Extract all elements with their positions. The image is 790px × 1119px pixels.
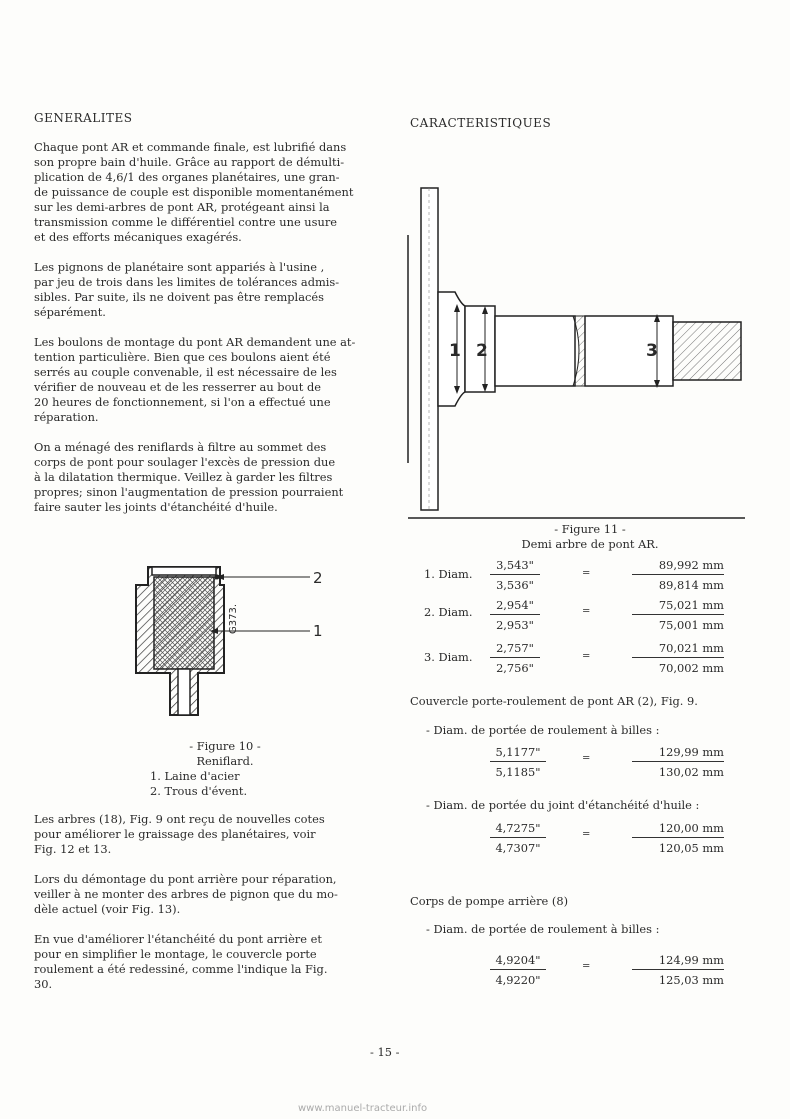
- website-watermark: www.manuel-tracteur.info: [298, 1103, 428, 1114]
- paragraph-lubrication: Chaque pont AR et commande finale, est lubrifié dans son propre bain d'huile. Grâce au rapport de démulti- plication de 4,6/1 des organes planétaires, une gran- de puissance de couple est disponible momentanément sur les demi-arbres de pont AR, protégeant ainsi la transmission comme le différentiel contre une usure et des efforts mécaniques exagérés.: [34, 140, 354, 244]
- left-paragraphs-2: [34, 812, 384, 992]
- paragraph-etancheite: En vue d'améliorer l'étanchéité du pont arrière et pour en simplifier le montage, le couvercle porte roulement a été redessiné, comme l'indique la Fig. 30.: [34, 932, 328, 991]
- cover-heading: Couvercle porte-roulement de pont AR (2), Fig. 9.: [410, 694, 698, 708]
- pump-heading: Corps de pompe arrière (8): [410, 894, 569, 908]
- figure10-caption: - Figure 10 - Reniflard.: [189, 739, 261, 768]
- cover-item-1-values: $\frac{5,1177"}{5,1185"}$ = $\frac{129,99 mm}{130,02 mm}$: [410, 745, 740, 785]
- figure11-label-2: 2: [476, 341, 488, 361]
- page-number: - 15 -: [370, 1045, 400, 1059]
- figure10-callout-2: 2: [313, 569, 323, 587]
- figure10-ref: G373.: [228, 603, 239, 634]
- figure11-caption: - Figure 11 - Demi arbre de pont AR.: [521, 522, 659, 551]
- figure10-callout-1: 1: [313, 622, 323, 640]
- figure11-label-1: 1: [449, 341, 461, 361]
- paragraph-reniflards: On a ménagé des reniflards à filtre au sommet des corps de pont pour soulager l'excès de pression due à la dilatation thermique. Veillez à garder les filtres propres; sinon l'augmentation de pression pourraient faire sauter les joints d'étanchéité d'huile.: [34, 440, 344, 514]
- diam-row-3: 3. Diam. $\frac{2,757"}{2,756"}$ = $\frac{70,021 mm}{70,002 mm}$: [424, 641, 724, 675]
- generalites-heading: GENERALITES: [34, 111, 133, 125]
- pump-item-1-values: $\frac{4,9204"}{4,9220"}$ = $\frac{124,99 mm}{125,03 mm}$: [410, 953, 740, 993]
- figure10-legend: [150, 769, 247, 799]
- paragraph-boulons: Les boulons de montage du pont AR demandent une at- tention particulière. Bien que ces boulons aient été serrés au couple convenable, il est nécessaire de les vérifier de nouveau et de les resserrer au bout de 20 heures de fonctionnement, si l'on a effectué une réparation.: [34, 335, 356, 424]
- caracteristiques-heading: CARACTERISTIQUES: [410, 116, 552, 130]
- figure11-label-3: 3: [646, 341, 658, 361]
- diam-row-2: 2. Diam. $\frac{2,954"}{2,953"}$ = $\frac{75,021 mm}{75,001 mm}$: [424, 598, 724, 632]
- figure10-breather-drawing: [120, 555, 340, 730]
- cover-item-2-label: - Diam. de portée du joint d'étanchéité d'huile :: [426, 798, 700, 812]
- paragraph-arbres: Les arbres (18), Fig. 9 ont reçu de nouvelles cotes pour améliorer le graissage des planétaires, voir Fig. 12 et 13.: [34, 812, 325, 856]
- paragraph-demontage: Lors du démontage du pont arrière pour réparation, veiller à ne monter des arbres de pignon que du mo- dèle actuel (voir Fig. 13).: [34, 872, 338, 916]
- diam-row-1: 1. Diam. $\frac{3,543"}{3,536"}$ = $\frac{89,992 mm}{89,814 mm}$: [424, 558, 724, 592]
- cover-item-1-label: - Diam. de portée de roulement à billes :: [426, 723, 660, 737]
- paragraph-pignons: Les pignons de planétaire sont appariés à l'usine , par jeu de trois dans les limites de tolérances admis- sibles. Par suite, ils ne doivent pas être remplacés séparément.: [34, 260, 340, 319]
- pump-item-1-label: - Diam. de portée de roulement à billes :: [426, 922, 660, 936]
- legend-item: 2. Trous d'évent.: [150, 784, 248, 798]
- legend-item: 1. Laine d'acier: [150, 769, 240, 783]
- cover-item-2-values: $\frac{4,7275"}{4,7307"}$ = $\frac{120,00 mm}{120,05 mm}$: [410, 821, 740, 861]
- left-paragraphs: [34, 140, 384, 515]
